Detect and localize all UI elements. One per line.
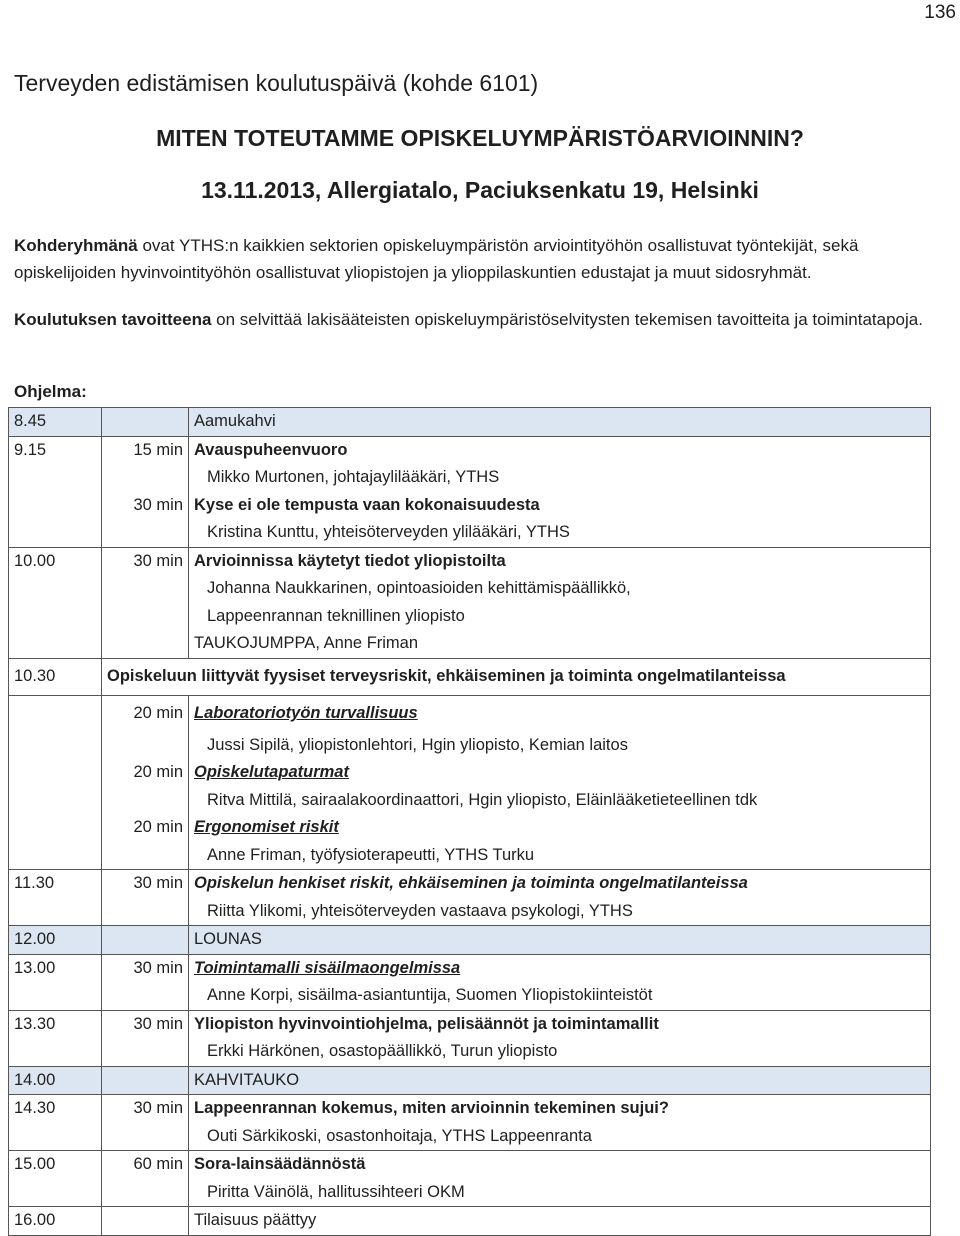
schedule-row (9, 1095, 931, 1123)
session-title: Opiskelun henkiset riskit, ehkäiseminen ja toiminta ongelmatilanteissa (189, 870, 931, 898)
time-cell: 13.30 (9, 1010, 102, 1038)
time-cell: 9.15 (9, 436, 102, 464)
speaker-cell: Riitta Ylikomi, yhteisöterveyden vastaava psykologi, YTHS (189, 898, 931, 926)
duration-cell: 20 min (102, 814, 189, 842)
event-subtitle: MITEN TOTEUTAMME OPISKELUYMPÄRISTÖARVIOINNIN? (156, 125, 804, 151)
duration-cell: 30 min (102, 1095, 189, 1123)
time-cell: 8.45 (9, 408, 102, 437)
time-cell: 13.00 (9, 954, 102, 982)
schedule-row (9, 436, 931, 464)
goal-text: on selvittää lakisääteisten opiskeluympäristöselvitysten tekemisen tavoitteita ja toimintatapoja. (211, 310, 923, 329)
speaker-cell: Erkki Härkönen, osastopäällikkö, Turun yliopisto (189, 1038, 931, 1066)
schedule-row (9, 464, 931, 492)
duration-cell: 30 min (102, 954, 189, 982)
session-title: Laboratoriotyön turvallisuus (189, 695, 931, 732)
break-cell: TAUKOJUMPPA, Anne Friman (189, 630, 931, 658)
schedule-row (9, 982, 931, 1010)
program-heading: Ohjelma: (14, 382, 87, 401)
schedule-row (9, 954, 931, 982)
schedule-row (9, 575, 931, 603)
time-cell: 16.00 (9, 1207, 102, 1236)
time-cell: 12.00 (9, 926, 102, 955)
speaker-cell: Kristina Kunttu, yhteisöterveyden ylilääkäri, YTHS (189, 519, 931, 547)
schedule-row (9, 658, 931, 695)
speaker-cell: Ritva Mittilä, sairaalakoordinaattori, Hgin yliopisto, Eläinlääketieteellinen tdk (189, 787, 931, 815)
goal-label: Koulutuksen tavoitteena (14, 310, 212, 329)
target-group-label: Kohderyhmänä (14, 236, 138, 255)
speaker-cell: Jussi Sipilä, yliopistonlehtori, Hgin yliopisto, Kemian laitos (189, 732, 931, 760)
speaker-cell: Piritta Väinölä, hallitussihteeri OKM (189, 1179, 931, 1207)
session-title: Opiskelutapaturmat (189, 759, 931, 787)
schedule-row (9, 1010, 931, 1038)
session-title: Lappeenrannan kokemus, miten arvioinnin tekeminen sujui? (189, 1095, 931, 1123)
duration-cell: 30 min (102, 1010, 189, 1038)
course-title: Terveyden edistämisen koulutuspäivä (kohde 6101) (14, 70, 539, 96)
schedule-row (9, 630, 931, 658)
session-title: Opiskeluun liittyvät fyysiset terveysriskit, ehkäiseminen ja toiminta ongelmatilanteissa (102, 658, 931, 695)
time-cell: 15.00 (9, 1151, 102, 1179)
duration-cell: 30 min (102, 547, 189, 575)
schedule-row (9, 732, 931, 760)
schedule-row (9, 1207, 931, 1236)
session-title: Toimintamalli sisäilmaongelmissa (189, 954, 931, 982)
schedule-row (9, 492, 931, 520)
description-cell: Aamukahvi (189, 408, 931, 437)
page-number: 136 (924, 2, 956, 23)
time-cell: 14.00 (9, 1066, 102, 1095)
target-group-paragraph (14, 232, 944, 286)
schedule-row (9, 695, 931, 732)
time-cell: 10.00 (9, 547, 102, 575)
speaker-cell: Outi Särkikoski, osastonhoitaja, YTHS Lappeenranta (189, 1123, 931, 1151)
duration-cell: 30 min (102, 492, 189, 520)
duration-cell: 20 min (102, 759, 189, 787)
schedule-row (9, 603, 931, 631)
schedule-row (9, 842, 931, 870)
schedule-row (9, 1123, 931, 1151)
schedule-row (9, 1151, 931, 1179)
session-title: Kyse ei ole tempusta vaan kokonaisuudesta (189, 492, 931, 520)
description-cell: KAHVITAUKO (189, 1066, 931, 1095)
duration-cell: 60 min (102, 1151, 189, 1179)
schedule-row (9, 898, 931, 926)
schedule-row (9, 408, 931, 437)
speaker-cell: Johanna Naukkarinen, opintoasioiden kehittämispäällikkö, (189, 575, 931, 603)
schedule-row (9, 870, 931, 898)
schedule-row (9, 519, 931, 547)
duration-cell: 20 min (102, 695, 189, 732)
time-cell: 10.30 (9, 658, 102, 695)
schedule-row (9, 1066, 931, 1095)
description-cell: LOUNAS (189, 926, 931, 955)
schedule-row (9, 547, 931, 575)
duration-cell: 30 min (102, 870, 189, 898)
schedule-row (9, 1179, 931, 1207)
session-title: Yliopiston hyvinvointiohjelma, pelisäännöt ja toimintamallit (189, 1010, 931, 1038)
time-cell: 14.30 (9, 1095, 102, 1123)
session-title: Arvioinnissa käytetyt tiedot yliopistoilta (189, 547, 931, 575)
event-date-location: 13.11.2013, Allergiatalo, Paciuksenkatu 19, Helsinki (201, 177, 759, 203)
speaker-affiliation-cell: Lappeenrannan teknillinen yliopisto (189, 603, 931, 631)
session-title: Sora-lainsäädännöstä (189, 1151, 931, 1179)
duration-cell: 15 min (102, 436, 189, 464)
goal-paragraph (14, 306, 944, 333)
duration-cell (102, 408, 189, 437)
target-group-text: ovat YTHS:n kaikkien sektorien opiskeluympäristön arviointityöhön osallistuvat työntekijät, sekä opiskelijoiden hyvinvointityöhön osallistuvat yliopistojen ja ylioppilaskuntien edustajat ja muut sidosryhmät. (14, 236, 859, 282)
time-cell: 11.30 (9, 870, 102, 898)
schedule-table (8, 407, 931, 1236)
schedule-row (9, 787, 931, 815)
schedule-row (9, 814, 931, 842)
speaker-cell: Mikko Murtonen, johtajaylilääkäri, YTHS (189, 464, 931, 492)
session-title: Avauspuheenvuoro (189, 436, 931, 464)
schedule-row (9, 926, 931, 955)
session-title: Ergonomiset riskit (189, 814, 931, 842)
speaker-cell: Anne Korpi, sisäilma-asiantuntija, Suomen Yliopistokiinteistöt (189, 982, 931, 1010)
description-cell: Tilaisuus päättyy (189, 1207, 931, 1236)
schedule-row (9, 1038, 931, 1066)
speaker-cell: Anne Friman, työfysioterapeutti, YTHS Turku (189, 842, 931, 870)
schedule-row (9, 759, 931, 787)
